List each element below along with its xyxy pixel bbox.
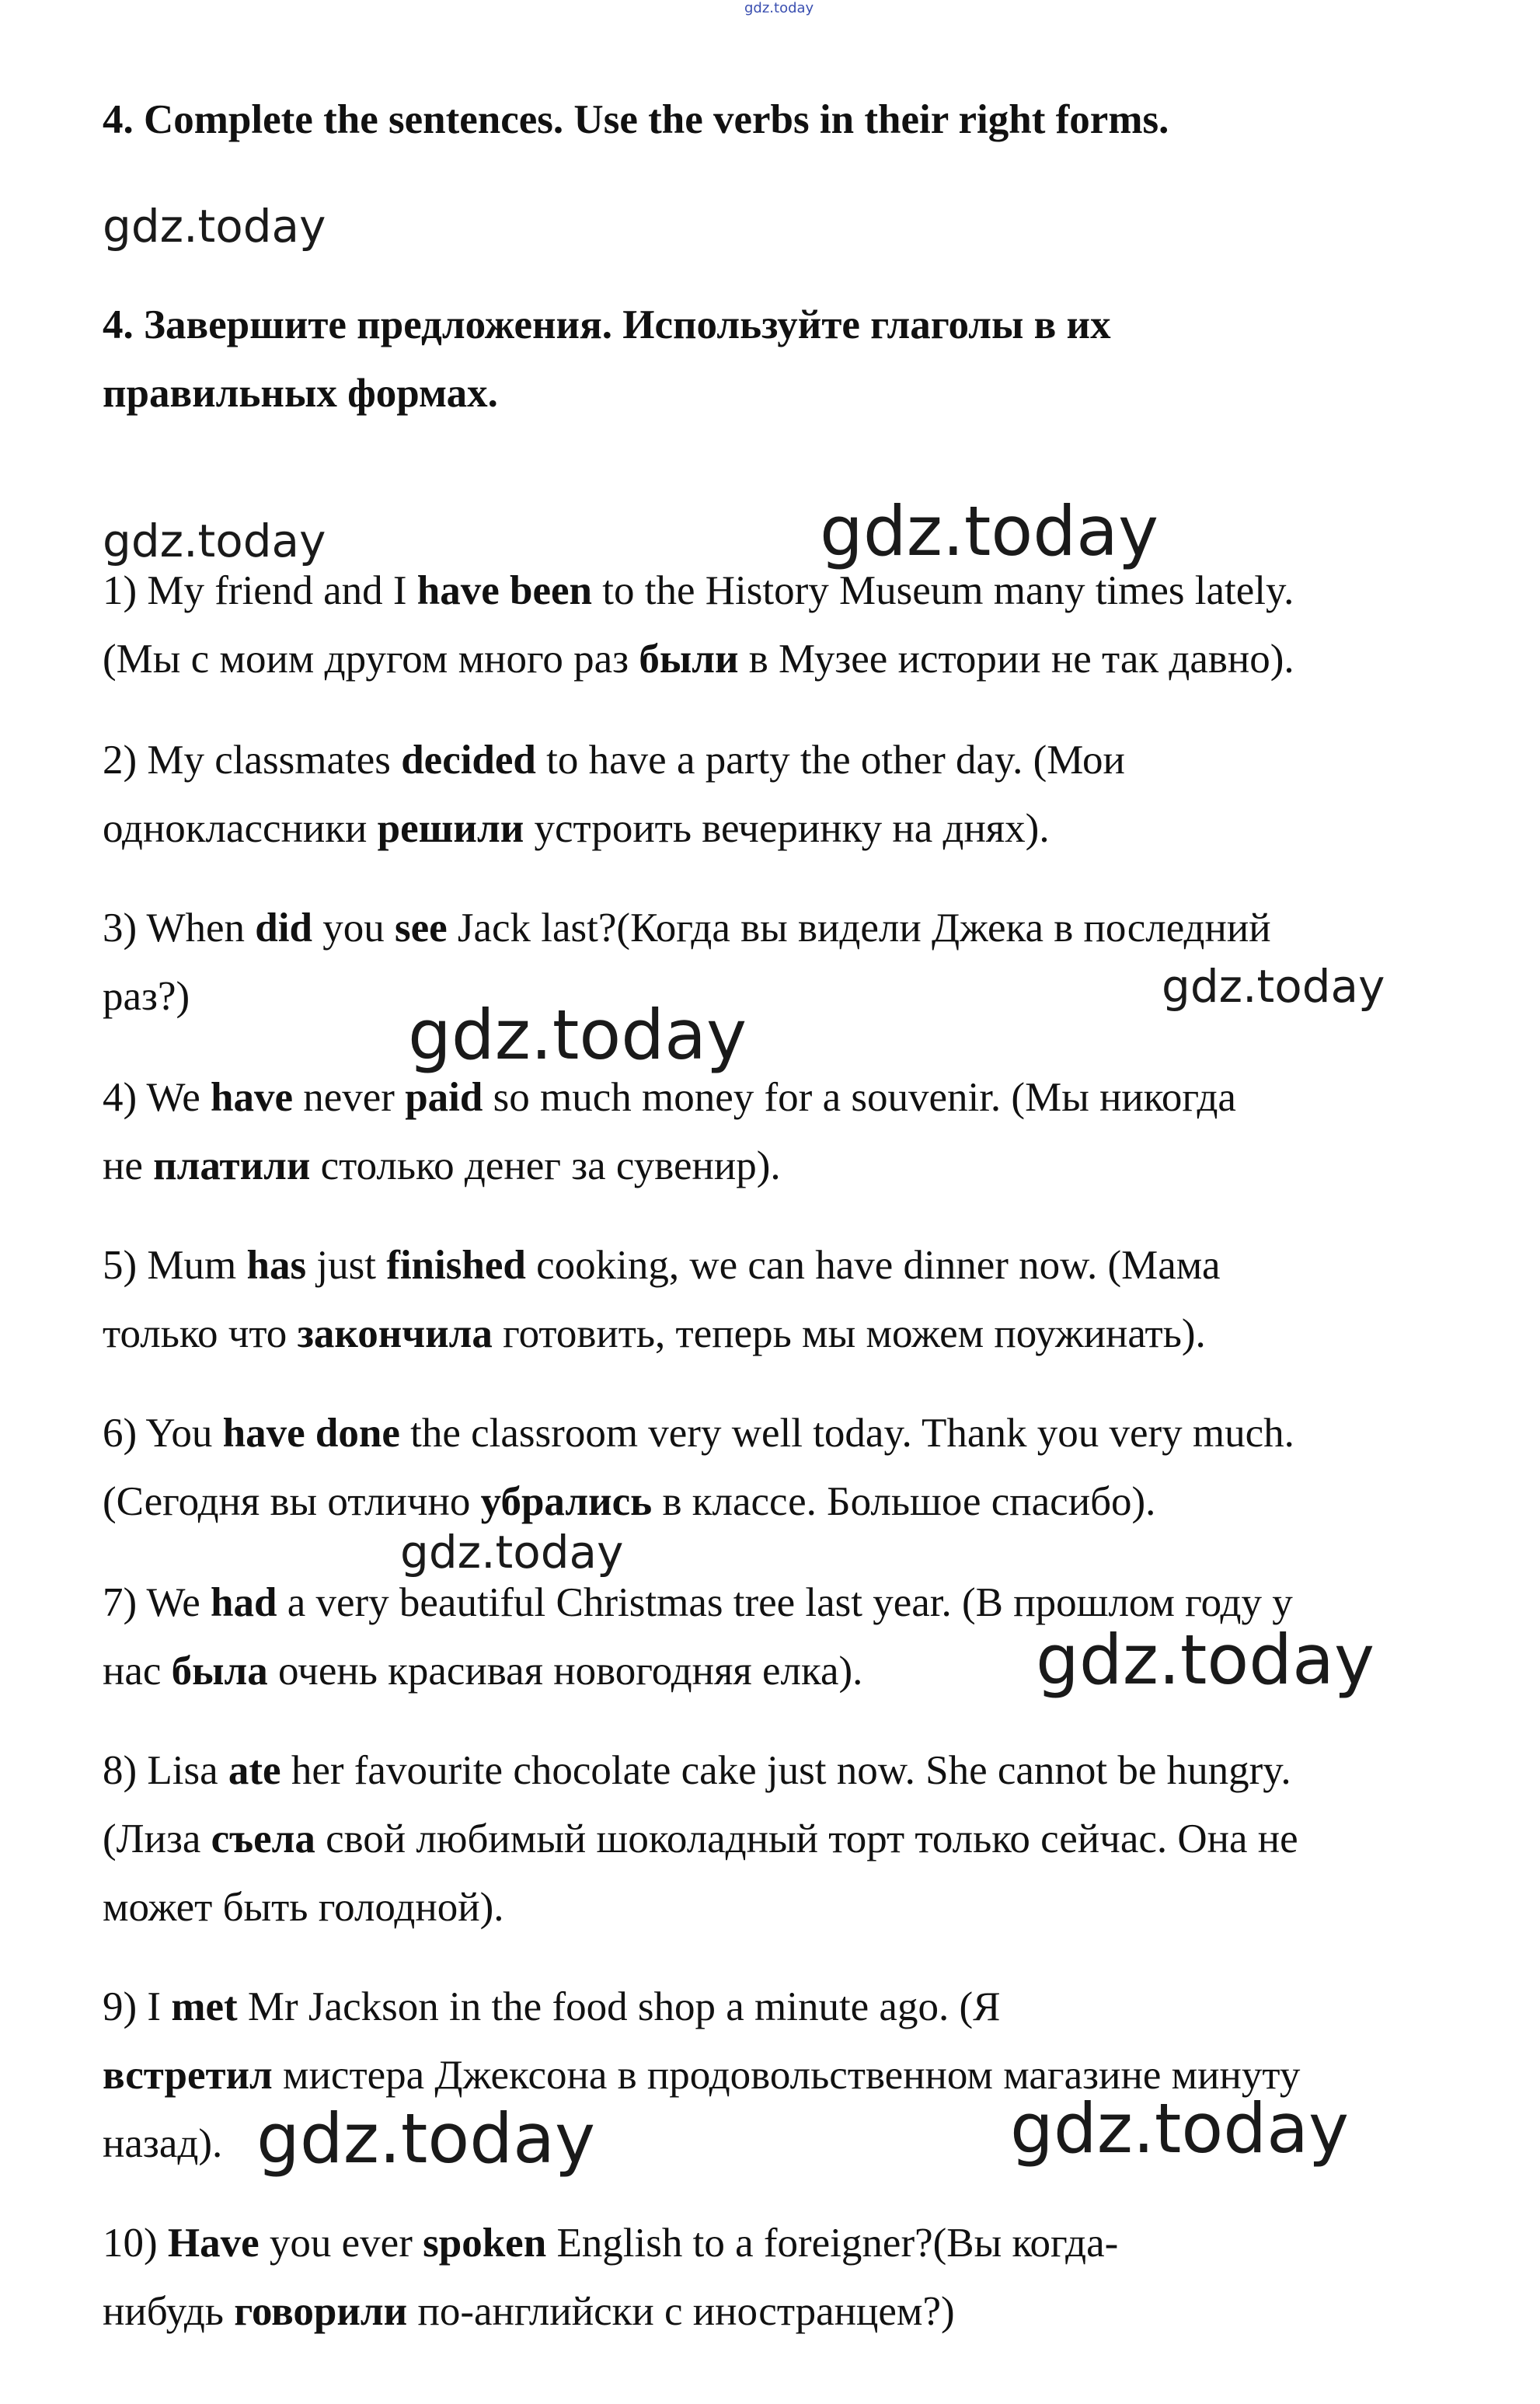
sentence-text: so much money for a souvenir. (Мы никогда (483, 1075, 1236, 1120)
answer-verb: платили (153, 1143, 311, 1188)
sentence-text: раз?) (103, 974, 190, 1019)
sentence-text: to the History Museum many times lately. (592, 568, 1294, 613)
heading-russian (103, 291, 1111, 427)
sentence-text: в Музее истории не так давно). (738, 637, 1294, 682)
watermark: gdz.today (103, 515, 326, 567)
exercise-item-10 (103, 2209, 1455, 2346)
item-line (103, 1805, 1455, 1873)
sentence-text: 1) My friend and I (103, 568, 417, 613)
sentence-text: одноклассники (103, 806, 378, 851)
exercise-item-8 (103, 1736, 1455, 1942)
sentence-text: 3) When (103, 905, 256, 951)
watermark: gdz.today (256, 2099, 596, 2179)
sentence-text: you (312, 905, 395, 951)
sentence-text: свой любимый шоколадный торт только сейчас. Она не (315, 1816, 1298, 1861)
sentence-text: 6) You (103, 1411, 223, 1456)
sentence-text: to have a party the other day. (Мои (535, 738, 1125, 783)
answer-verb: have done (222, 1411, 400, 1456)
item-line (103, 625, 1455, 693)
exercise-item-6 (103, 1399, 1455, 1536)
sentence-text: в классе. Большое спасибо). (652, 1479, 1156, 1524)
exercise-item-1 (103, 557, 1455, 693)
answer-verb: была (171, 1649, 268, 1694)
sentence-text: Jack last?(Когда вы видели Джека в последний (447, 905, 1271, 951)
answer-verb: see (394, 905, 448, 951)
answer-verb: finished (386, 1243, 526, 1288)
item-line (103, 1063, 1455, 1132)
exercise-item-5 (103, 1231, 1455, 1368)
sentence-text: the classroom very well today. Thank you very much. (399, 1411, 1294, 1456)
answer-verb: говорили (234, 2289, 408, 2334)
item-line (103, 726, 1455, 794)
sentence-text: 10) (103, 2221, 168, 2266)
sentence-text: 2) My classmates (103, 738, 402, 783)
heading-russian-line-2: правильных формах. (103, 371, 498, 416)
exercise-item-2 (103, 726, 1455, 863)
sentence-text: her favourite chocolate cake just now. She cannot be hungry. (280, 1748, 1291, 1793)
item-line (103, 2277, 1455, 2346)
sentence-text: (Мы с моим другом много раз (103, 637, 639, 682)
sentence-text: 9) I (103, 1984, 172, 2029)
item-line (103, 1132, 1455, 1200)
item-line (103, 1231, 1455, 1300)
sentence-text: 7) We (103, 1580, 211, 1625)
item-line (103, 1973, 1455, 2041)
answer-verb: decided (401, 738, 536, 783)
sentence-text: you ever (259, 2221, 423, 2266)
item-line (103, 1300, 1455, 1368)
sentence-text: English to a foreigner?(Вы когда- (546, 2221, 1119, 2266)
sentence-text: не (103, 1143, 154, 1188)
item-line (103, 794, 1455, 863)
sentence-text: (Лиза (103, 1816, 211, 1861)
item-line (103, 1873, 1455, 1942)
answer-verb: had (211, 1580, 277, 1625)
top-watermark: gdz.today (744, 0, 814, 16)
sentence-text: cooking, we can have dinner now. (Мама (525, 1243, 1221, 1288)
answer-verb: has (246, 1243, 307, 1288)
answer-verb: встретил (103, 2053, 273, 2098)
sentence-text: готовить, теперь мы можем поужинать). (492, 1311, 1206, 1356)
watermark: gdz.today (1162, 960, 1385, 1013)
answer-verb: did (255, 905, 312, 951)
sentence-text: очень красивая новогодняя елка). (267, 1649, 863, 1694)
sentence-text: 5) Mum (103, 1243, 247, 1288)
watermark: gdz.today (400, 1526, 624, 1579)
answer-verb: убрались (480, 1479, 653, 1524)
sentence-text: нас (103, 1649, 172, 1694)
sentence-text: столько денег за сувенир). (310, 1143, 781, 1188)
item-line (103, 1736, 1455, 1805)
answer-verb: Have (167, 2221, 260, 2266)
heading-russian-line-1: 4. Завершите предложения. Используйте глаголы в их (103, 302, 1111, 347)
watermark: gdz.today (103, 200, 326, 253)
answer-verb: были (639, 637, 739, 682)
sentence-text: назад). (103, 2121, 223, 2166)
heading-english: 4. Complete the sentences. Use the verbs in their right forms. (103, 97, 1169, 142)
answer-verb: paid (405, 1075, 483, 1120)
answer-verb: have been (416, 568, 592, 613)
answer-verb: съела (211, 1816, 315, 1861)
sentence-text: never (293, 1075, 406, 1120)
sentence-text: Mr Jackson in the food shop a minute ago. (Я (237, 1984, 1001, 2029)
sentence-text: нибудь (103, 2289, 235, 2334)
item-line (103, 1467, 1455, 1536)
sentence-text: just (306, 1243, 387, 1288)
answer-verb: spoken (423, 2221, 547, 2266)
sentence-text: 8) Lisa (103, 1748, 228, 1793)
answer-verb: met (171, 1984, 238, 2029)
sentence-text: 4) We (103, 1075, 211, 1120)
answer-verb: закончила (297, 1311, 493, 1356)
sentence-text: устроить вечеринку на днях). (524, 806, 1050, 851)
sentence-text: может быть голодной). (103, 1885, 504, 1930)
item-line (103, 894, 1455, 962)
watermark: gdz.today (408, 995, 747, 1075)
item-line (103, 557, 1455, 625)
sentence-text: по-английски с иностранцем?) (407, 2289, 955, 2334)
watermark: gdz.today (820, 491, 1159, 571)
exercise-item-4 (103, 1063, 1455, 1200)
sentence-text: мистера Джексона в продовольственном магазине минуту (272, 2053, 1301, 2098)
answer-verb: решили (377, 806, 524, 851)
sentence-text: (Сегодня вы отлично (103, 1479, 481, 1524)
watermark: gdz.today (1010, 2088, 1350, 2168)
sentence-text: только что (103, 1311, 298, 1356)
item-line (103, 1399, 1455, 1467)
answer-verb: ate (228, 1748, 281, 1793)
answer-verb: have (211, 1075, 293, 1120)
item-line (103, 2209, 1455, 2277)
watermark: gdz.today (1036, 1620, 1375, 1700)
sentence-text: a very beautiful Christmas tree last year. (В прошлом году у (277, 1580, 1293, 1625)
